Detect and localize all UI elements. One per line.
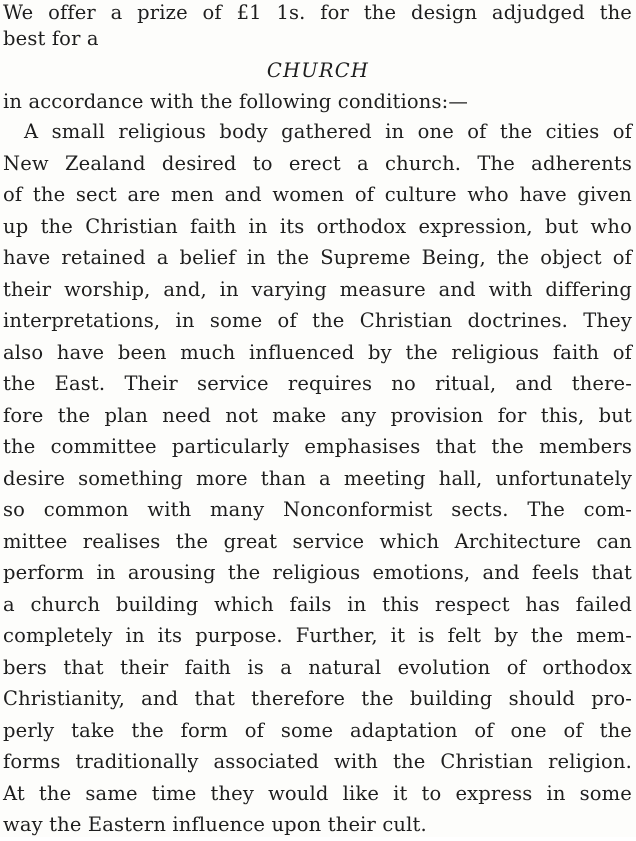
- conditions-intro: in accordance with the following conditions:—: [3, 90, 468, 113]
- paragraph-line: up the Christian faith in its orthodox expression, but who: [3, 215, 632, 238]
- paragraph-line: the East. Their service requires no ritual, and there-: [3, 372, 632, 395]
- paragraph-line: perform in arousing the religious emotions, and feels that: [3, 561, 632, 584]
- paragraph-line: so common with many Nonconformist sects. The com-: [3, 498, 632, 521]
- intro-line-1: We offer a prize of £1 1s. for the design adjudged the: [3, 1, 632, 24]
- paragraph-line: a church building which fails in this respect has failed: [3, 593, 632, 616]
- paragraph-line: also have been much influenced by the religious faith of: [3, 341, 632, 364]
- paragraph-line: perly take the form of some adaptation of one of the: [3, 719, 632, 742]
- paragraph-line: the committee particularly emphasises that the members: [3, 435, 632, 458]
- paragraph-line: New Zealand desired to erect a church. The adherents: [3, 152, 632, 175]
- paragraph-line: A small religious body gathered in one of the cities of: [24, 120, 632, 143]
- paragraph-line: interpretations, in some of the Christian doctrines. They: [3, 309, 632, 332]
- paragraph-line: have retained a belief in the Supreme Being, the object of: [3, 246, 632, 269]
- heading-church: CHURCH: [266, 59, 370, 82]
- paragraph-line: Christianity, and that therefore the building should pro-: [3, 687, 632, 710]
- paragraph-line: forms traditionally associated with the Christian religion.: [3, 750, 632, 773]
- intro-line-2: best for a: [3, 27, 99, 50]
- paragraph-line: At the same time they would like it to express in some: [3, 782, 632, 805]
- paragraph-line: completely in its purpose. Further, it is felt by the mem-: [3, 624, 632, 647]
- paragraph-line: fore the plan need not make any provision for this, but: [3, 404, 632, 427]
- paragraph-line: desire something more than a meeting hall, unfortunately: [3, 467, 632, 490]
- paragraph-line: way the Eastern influence upon their cult.: [3, 813, 427, 836]
- paragraph-line: mittee realises the great service which Architecture can: [3, 530, 632, 553]
- paragraph-line: bers that their faith is a natural evolution of orthodox: [3, 656, 632, 679]
- paragraph-line: their worship, and, in varying measure and with differing: [3, 278, 632, 301]
- paragraph-line: of the sect are men and women of culture who have given: [3, 183, 632, 206]
